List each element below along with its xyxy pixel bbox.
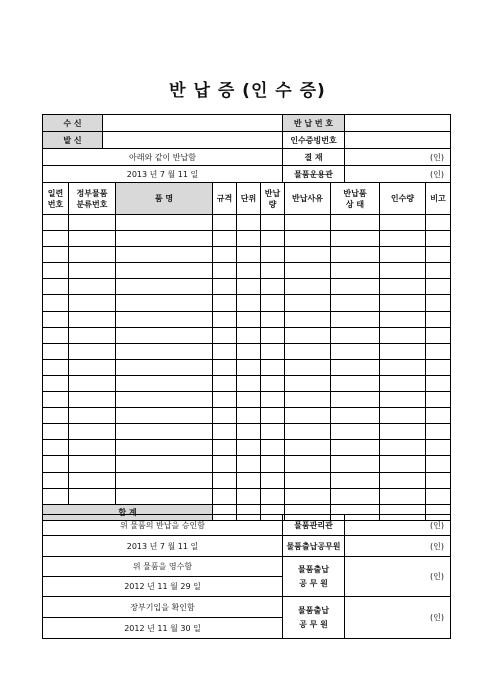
item-cell[interactable]: [43, 327, 69, 343]
property-manager-label: 물품관리관: [283, 515, 345, 536]
item-cell[interactable]: [380, 392, 426, 408]
item-cell[interactable]: [285, 456, 331, 472]
item-cell[interactable]: [380, 472, 426, 488]
item-cell[interactable]: [426, 456, 451, 472]
item-cell[interactable]: [285, 375, 331, 391]
item-cell[interactable]: [426, 215, 451, 231]
item-cell[interactable]: [380, 279, 426, 295]
receipt-text: 위 물품을 영수함: [43, 557, 283, 577]
item-cell[interactable]: [261, 488, 285, 504]
item-cell[interactable]: [285, 472, 331, 488]
item-cell[interactable]: [380, 343, 426, 359]
table-row: [43, 359, 451, 375]
item-cell[interactable]: [43, 359, 69, 375]
item-cell[interactable]: [116, 456, 213, 472]
item-cell[interactable]: [285, 327, 331, 343]
item-cell[interactable]: [426, 488, 451, 504]
item-cell[interactable]: [213, 311, 237, 327]
item-cell[interactable]: [426, 359, 451, 375]
item-cell[interactable]: [331, 440, 380, 456]
column-header: 반납량: [261, 183, 285, 215]
item-cell[interactable]: [116, 408, 213, 424]
item-cell[interactable]: [237, 359, 261, 375]
item-cell[interactable]: [261, 215, 285, 231]
item-cell[interactable]: [380, 488, 426, 504]
item-cell[interactable]: [69, 263, 116, 279]
property-clerk-seal: (인): [345, 536, 451, 557]
table-row: [43, 375, 451, 391]
column-header: 인수량: [380, 183, 426, 215]
item-cell[interactable]: [285, 247, 331, 263]
item-cell[interactable]: [237, 215, 261, 231]
item-cell[interactable]: [380, 311, 426, 327]
item-cell[interactable]: [380, 247, 426, 263]
item-cell[interactable]: [213, 279, 237, 295]
item-cell[interactable]: [116, 295, 213, 311]
item-cell[interactable]: [237, 392, 261, 408]
item-cell[interactable]: [426, 231, 451, 247]
receipt-date: 2012 년 11 월 29 일: [43, 577, 283, 597]
item-cell[interactable]: [331, 456, 380, 472]
item-cell[interactable]: [69, 215, 116, 231]
item-cell[interactable]: [285, 231, 331, 247]
approval-table: [42, 514, 451, 639]
approval-label: 결 재: [283, 149, 345, 166]
return-number-label: 반 납 번 호: [283, 115, 345, 132]
column-header: 정부물품 분류번호: [69, 183, 116, 215]
item-cell[interactable]: [331, 295, 380, 311]
item-cell[interactable]: [237, 472, 261, 488]
certificate-number-label: 인수증빙번호: [283, 132, 345, 149]
item-cell[interactable]: [331, 215, 380, 231]
property-manager-seal: (인): [345, 515, 451, 536]
table-row: [43, 488, 451, 504]
ledger-text: 장부기입을 확인함: [43, 597, 283, 618]
item-cell[interactable]: [116, 375, 213, 391]
property-clerk-label: 물품출납공무원: [283, 536, 345, 557]
item-cell[interactable]: [69, 408, 116, 424]
item-cell[interactable]: [426, 247, 451, 263]
item-cell[interactable]: [213, 392, 237, 408]
item-cell[interactable]: [380, 359, 426, 375]
item-cell[interactable]: [261, 440, 285, 456]
items-table: [42, 182, 451, 521]
item-cell[interactable]: [213, 247, 237, 263]
item-cell[interactable]: [213, 215, 237, 231]
item-cell[interactable]: [43, 279, 69, 295]
item-cell[interactable]: [285, 440, 331, 456]
item-cell[interactable]: [331, 375, 380, 391]
ledger-officer-label-line1: 물품출납: [298, 605, 329, 615]
item-cell[interactable]: [69, 295, 116, 311]
item-cell[interactable]: [43, 408, 69, 424]
item-cell[interactable]: [331, 263, 380, 279]
recipient-label: 수 신: [43, 115, 103, 132]
table-row: [43, 392, 451, 408]
item-cell[interactable]: [331, 424, 380, 440]
statement-text: 아래와 같이 반납함: [43, 149, 283, 166]
item-cell[interactable]: [69, 247, 116, 263]
item-cell[interactable]: [69, 488, 116, 504]
item-cell[interactable]: [116, 424, 213, 440]
item-cell[interactable]: [331, 408, 380, 424]
item-cell[interactable]: [261, 359, 285, 375]
ledger-date: 2012 년 11 월 30 일: [43, 618, 283, 639]
table-row: [43, 231, 451, 247]
column-header: 일련 번호: [43, 183, 69, 215]
sender-field[interactable]: [103, 132, 283, 149]
item-cell[interactable]: [285, 263, 331, 279]
item-cell[interactable]: [116, 279, 213, 295]
item-cell[interactable]: [116, 343, 213, 359]
column-header: 반납사유: [285, 183, 331, 215]
item-cell[interactable]: [261, 375, 285, 391]
item-cell[interactable]: [331, 311, 380, 327]
item-cell[interactable]: [426, 375, 451, 391]
item-cell[interactable]: [380, 408, 426, 424]
item-cell[interactable]: [426, 343, 451, 359]
item-cell[interactable]: [380, 327, 426, 343]
item-cell[interactable]: [43, 263, 69, 279]
item-cell[interactable]: [116, 327, 213, 343]
item-cell[interactable]: [426, 392, 451, 408]
sender-label: 발 신: [43, 132, 103, 149]
approval-text: 위 물품의 반납을 승인함: [43, 515, 283, 536]
item-cell[interactable]: [43, 424, 69, 440]
item-cell[interactable]: [213, 472, 237, 488]
item-cell[interactable]: [69, 279, 116, 295]
item-cell[interactable]: [213, 408, 237, 424]
item-cell[interactable]: [331, 359, 380, 375]
item-cell[interactable]: [237, 231, 261, 247]
item-cell[interactable]: [43, 247, 69, 263]
statement-date: 2013 년 7 월 11 일: [43, 166, 283, 183]
table-row: [43, 327, 451, 343]
item-cell[interactable]: [380, 424, 426, 440]
receipt-officer-label-line1: 물품출납: [298, 564, 329, 574]
item-cell[interactable]: [43, 311, 69, 327]
item-cell[interactable]: [331, 472, 380, 488]
item-cell[interactable]: [116, 440, 213, 456]
item-cell[interactable]: [116, 231, 213, 247]
table-row: [43, 456, 451, 472]
ledger-officer-label: [283, 597, 345, 639]
item-cell[interactable]: [331, 231, 380, 247]
item-cell[interactable]: [426, 263, 451, 279]
table-row: [43, 424, 451, 440]
item-cell[interactable]: [261, 456, 285, 472]
item-cell[interactable]: [69, 375, 116, 391]
item-cell[interactable]: [285, 279, 331, 295]
item-cell[interactable]: [261, 408, 285, 424]
item-cell[interactable]: [380, 440, 426, 456]
item-cell[interactable]: [213, 263, 237, 279]
item-cell[interactable]: [285, 295, 331, 311]
item-cell[interactable]: [43, 231, 69, 247]
item-cell[interactable]: [213, 375, 237, 391]
item-cell[interactable]: [261, 263, 285, 279]
item-cell[interactable]: [116, 392, 213, 408]
item-cell[interactable]: [261, 295, 285, 311]
operator-label: 물품운용관: [283, 166, 345, 183]
item-cell[interactable]: [237, 343, 261, 359]
item-cell[interactable]: [116, 359, 213, 375]
item-cell[interactable]: [69, 392, 116, 408]
item-cell[interactable]: [237, 295, 261, 311]
item-cell[interactable]: [261, 327, 285, 343]
item-cell[interactable]: [426, 424, 451, 440]
item-cell[interactable]: [237, 456, 261, 472]
item-cell[interactable]: [213, 359, 237, 375]
item-cell[interactable]: [43, 488, 69, 504]
item-cell[interactable]: [213, 295, 237, 311]
table-row: [43, 247, 451, 263]
item-cell[interactable]: [237, 488, 261, 504]
item-cell[interactable]: [43, 375, 69, 391]
recipient-field[interactable]: [103, 115, 283, 132]
approval-date: 2013 년 7 월 11 일: [43, 536, 283, 557]
item-cell[interactable]: [213, 343, 237, 359]
item-cell[interactable]: [380, 375, 426, 391]
table-row: [43, 440, 451, 456]
item-cell[interactable]: [380, 263, 426, 279]
item-cell[interactable]: [69, 327, 116, 343]
item-cell[interactable]: [285, 311, 331, 327]
table-row: [43, 279, 451, 295]
item-cell[interactable]: [380, 215, 426, 231]
item-cell[interactable]: [426, 295, 451, 311]
item-cell[interactable]: [237, 408, 261, 424]
item-cell[interactable]: [261, 472, 285, 488]
item-cell[interactable]: [261, 424, 285, 440]
item-cell[interactable]: [116, 311, 213, 327]
operator-seal: (인): [345, 166, 451, 183]
column-header: 단위: [237, 183, 261, 215]
item-cell[interactable]: [261, 311, 285, 327]
item-cell[interactable]: [237, 375, 261, 391]
item-cell[interactable]: [213, 488, 237, 504]
item-cell[interactable]: [69, 424, 116, 440]
item-cell[interactable]: [116, 247, 213, 263]
item-cell[interactable]: [69, 456, 116, 472]
form-title: 반 납 증 (인 수 증): [169, 81, 326, 101]
item-cell[interactable]: [69, 472, 116, 488]
total-label: 합 계: [43, 504, 213, 520]
item-cell[interactable]: [116, 263, 213, 279]
item-cell[interactable]: [43, 440, 69, 456]
item-cell[interactable]: [69, 231, 116, 247]
item-cell[interactable]: [237, 247, 261, 263]
item-cell[interactable]: [426, 279, 451, 295]
item-cell[interactable]: [69, 359, 116, 375]
item-cell[interactable]: [69, 311, 116, 327]
item-cell[interactable]: [380, 456, 426, 472]
item-cell[interactable]: [43, 343, 69, 359]
item-cell[interactable]: [331, 488, 380, 504]
item-cell[interactable]: [261, 279, 285, 295]
item-cell[interactable]: [43, 456, 69, 472]
item-cell[interactable]: [213, 327, 237, 343]
column-header: 반납품 상 태: [331, 183, 380, 215]
certificate-number-field[interactable]: [345, 132, 451, 149]
item-cell[interactable]: [380, 295, 426, 311]
item-cell[interactable]: [261, 343, 285, 359]
receipt-officer-label: [283, 557, 345, 597]
item-cell[interactable]: [237, 424, 261, 440]
item-cell[interactable]: [331, 279, 380, 295]
item-cell[interactable]: [261, 392, 285, 408]
item-cell[interactable]: [213, 231, 237, 247]
item-cell[interactable]: [237, 440, 261, 456]
item-cell[interactable]: [116, 215, 213, 231]
table-row: [43, 472, 451, 488]
item-cell[interactable]: [116, 472, 213, 488]
item-cell[interactable]: [237, 327, 261, 343]
item-cell[interactable]: [426, 472, 451, 488]
item-cell[interactable]: [261, 247, 285, 263]
item-cell[interactable]: [43, 392, 69, 408]
approval-seal: (인): [345, 149, 451, 166]
item-cell[interactable]: [331, 392, 380, 408]
table-row: [43, 215, 451, 231]
item-cell[interactable]: [69, 440, 116, 456]
item-cell[interactable]: [285, 343, 331, 359]
item-cell[interactable]: [426, 327, 451, 343]
item-cell[interactable]: [213, 440, 237, 456]
item-cell[interactable]: [69, 343, 116, 359]
item-cell[interactable]: [43, 295, 69, 311]
item-cell[interactable]: [285, 215, 331, 231]
item-cell[interactable]: [331, 343, 380, 359]
table-row: [43, 263, 451, 279]
table-row: [43, 408, 451, 424]
receipt-officer-label-line2: 공 무 원: [299, 578, 328, 588]
item-cell[interactable]: [426, 408, 451, 424]
item-cell[interactable]: [237, 263, 261, 279]
item-cell[interactable]: [43, 472, 69, 488]
item-cell[interactable]: [426, 440, 451, 456]
column-header: 비고: [426, 183, 451, 215]
item-cell[interactable]: [261, 231, 285, 247]
column-header: 규격: [213, 183, 237, 215]
receipt-officer-seal: (인): [345, 557, 451, 597]
item-cell[interactable]: [380, 231, 426, 247]
item-cell[interactable]: [213, 424, 237, 440]
ledger-officer-seal: (인): [345, 597, 451, 639]
item-cell[interactable]: [213, 456, 237, 472]
item-cell[interactable]: [116, 488, 213, 504]
item-cell[interactable]: [285, 392, 331, 408]
item-cell[interactable]: [285, 424, 331, 440]
item-cell[interactable]: [426, 311, 451, 327]
item-cell[interactable]: [331, 247, 380, 263]
return-number-field[interactable]: [345, 115, 451, 132]
item-cell[interactable]: [237, 311, 261, 327]
item-cell[interactable]: [43, 215, 69, 231]
item-cell[interactable]: [331, 327, 380, 343]
table-row: [43, 295, 451, 311]
item-cell[interactable]: [237, 279, 261, 295]
table-row: [43, 311, 451, 327]
ledger-officer-label-line2: 공 무 원: [299, 619, 328, 629]
column-header: 품 명: [116, 183, 213, 215]
header-table: [42, 114, 451, 183]
item-cell[interactable]: [285, 359, 331, 375]
item-cell[interactable]: [285, 408, 331, 424]
table-row: [43, 343, 451, 359]
item-cell[interactable]: [285, 488, 331, 504]
